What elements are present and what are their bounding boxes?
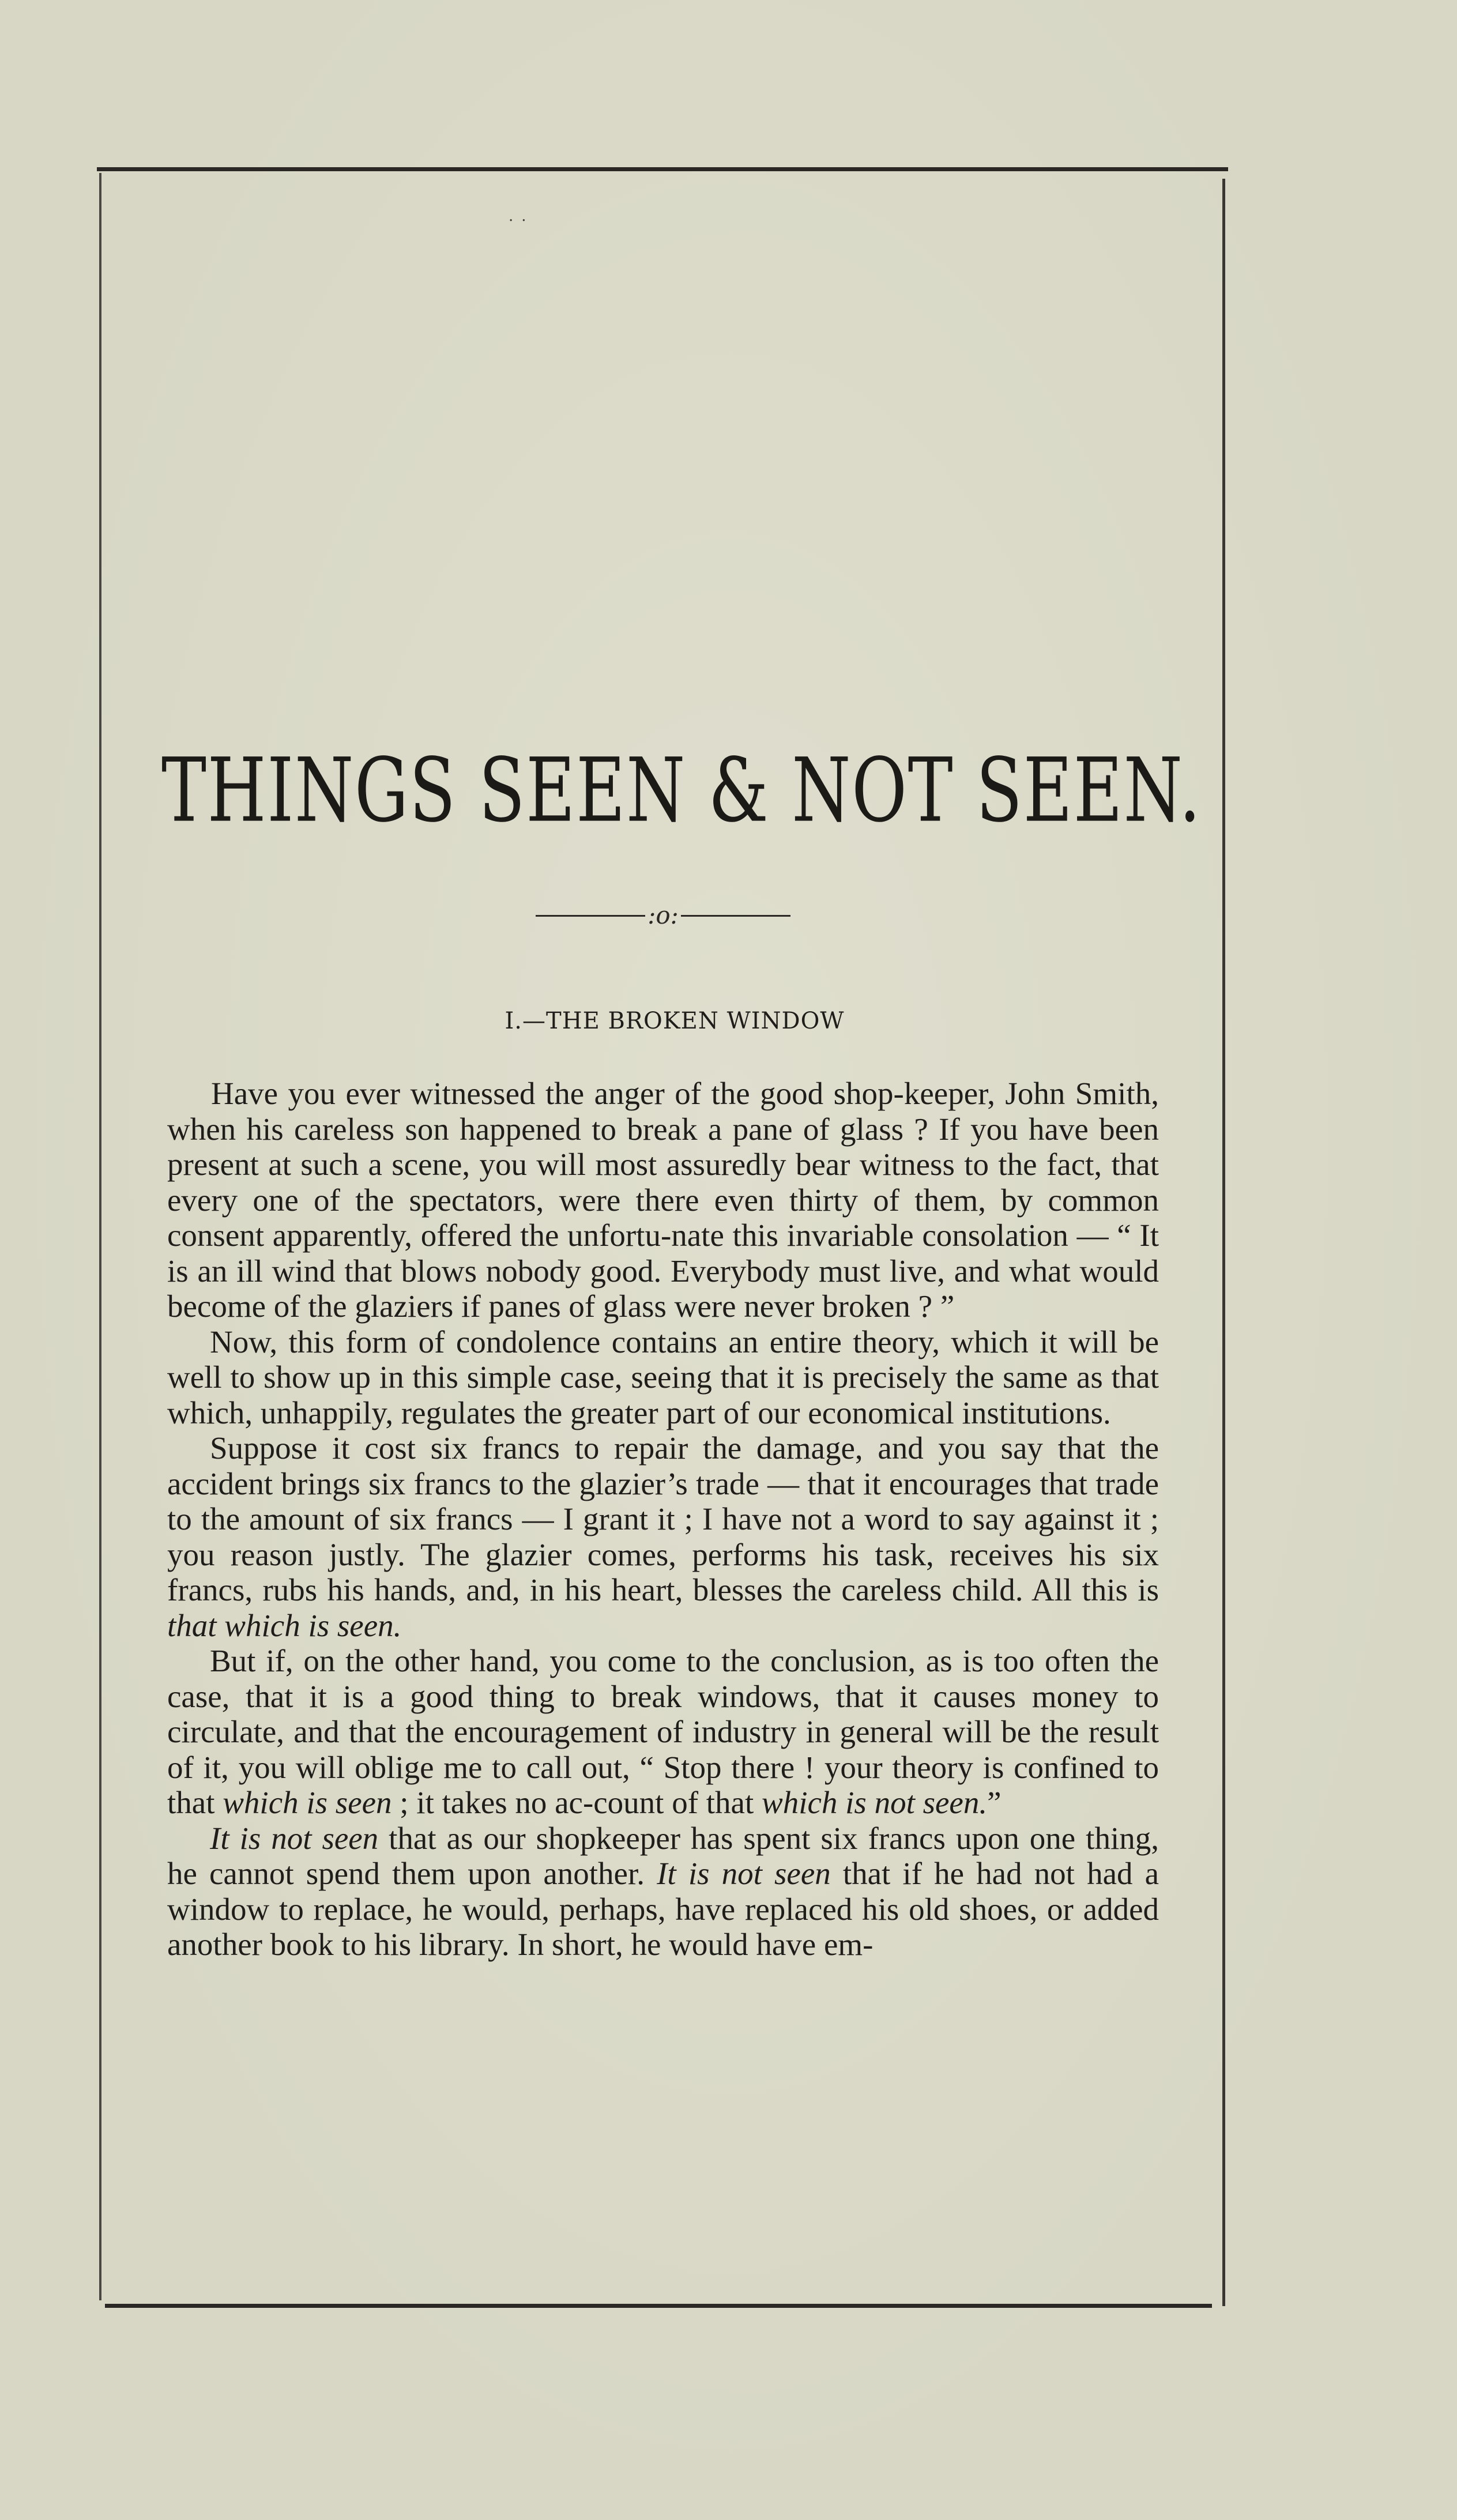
text-run: that if he had not had a window to replace, he would, perhaps, have replaced his old shoes, or added another book to his library. In short, he would have em- xyxy=(167,1856,1159,1962)
text-run: ” xyxy=(987,1785,1002,1820)
paragraph xyxy=(167,1324,1159,1431)
top-rule xyxy=(97,167,1228,171)
italic-run: It is not seen xyxy=(657,1856,831,1891)
italic-run: that which is seen. xyxy=(167,1607,402,1643)
section-heading: I.—THE BROKEN WINDOW xyxy=(505,1008,845,1034)
paragraph xyxy=(167,1076,1159,1324)
page-title: THINGS SEEN & NOT SEEN. xyxy=(161,739,1202,842)
text-run: Suppose it cost six francs to repair the damage, and you say that the accident brings six francs to the glazier’s trade — that it encourages that trade to the amount of six francs — I grant it ; I have not a word to say against it ; you reason justly. The glazier comes, performs his task, receives his six francs, rubs his hands, and, in his heart, blesses the careless child. All this is xyxy=(167,1430,1159,1607)
print-specks: .. xyxy=(509,208,534,225)
ornament-line-right xyxy=(681,915,790,917)
paragraph xyxy=(167,1430,1159,1643)
paragraph xyxy=(167,1821,1159,1962)
italic-run: which is seen xyxy=(223,1785,392,1820)
italic-run: It is not seen xyxy=(210,1820,379,1856)
text-run: Now, this form of condolence contains an entire theory, which it will be well to show up in this simple case, seeing that it is precisely the same as that which, unhappily, regulates the greater part of our economical institutions. xyxy=(167,1324,1159,1430)
text-run: that as our shopkeeper has spent six francs upon one thing, he cannot spend them upon another. xyxy=(167,1820,1159,1891)
italic-run: which is not seen. xyxy=(762,1785,988,1820)
text-run: ; it takes no ac-count of that xyxy=(391,1785,762,1820)
right-border xyxy=(1222,179,1225,2306)
paragraph xyxy=(167,1643,1159,1821)
text-run: Have you ever witnessed the anger of the good shop-keeper, John Smith, when his careless son happened to break a pane of glass ? If you have been present at such a scene, you will most assuredly bear witness to the fact, that every one of the spectators, were there even thirty of them, by common consent apparently, offered the unfortu-nate this invariable consolation — “ It is an ill wind that blows nobody good. Everybody must live, and what would become of the glaziers if panes of glass were never broken ? ” xyxy=(167,1076,1159,1324)
ornament-line-left xyxy=(536,915,645,917)
body-text xyxy=(167,1076,1159,1962)
ornament-mark: :o: xyxy=(647,901,679,929)
text-run: But if, on the other hand, you come to the conclusion, as is too often the case, that it is a good thing to break windows, that it causes money to circulate, and that the encouragement of industry in general will be the result of it, you will oblige me to call out, “ Stop there ! your theory is confined to that xyxy=(167,1643,1159,1820)
left-border xyxy=(99,173,101,2300)
title-ornament xyxy=(519,899,807,930)
bottom-rule xyxy=(105,2304,1212,2308)
